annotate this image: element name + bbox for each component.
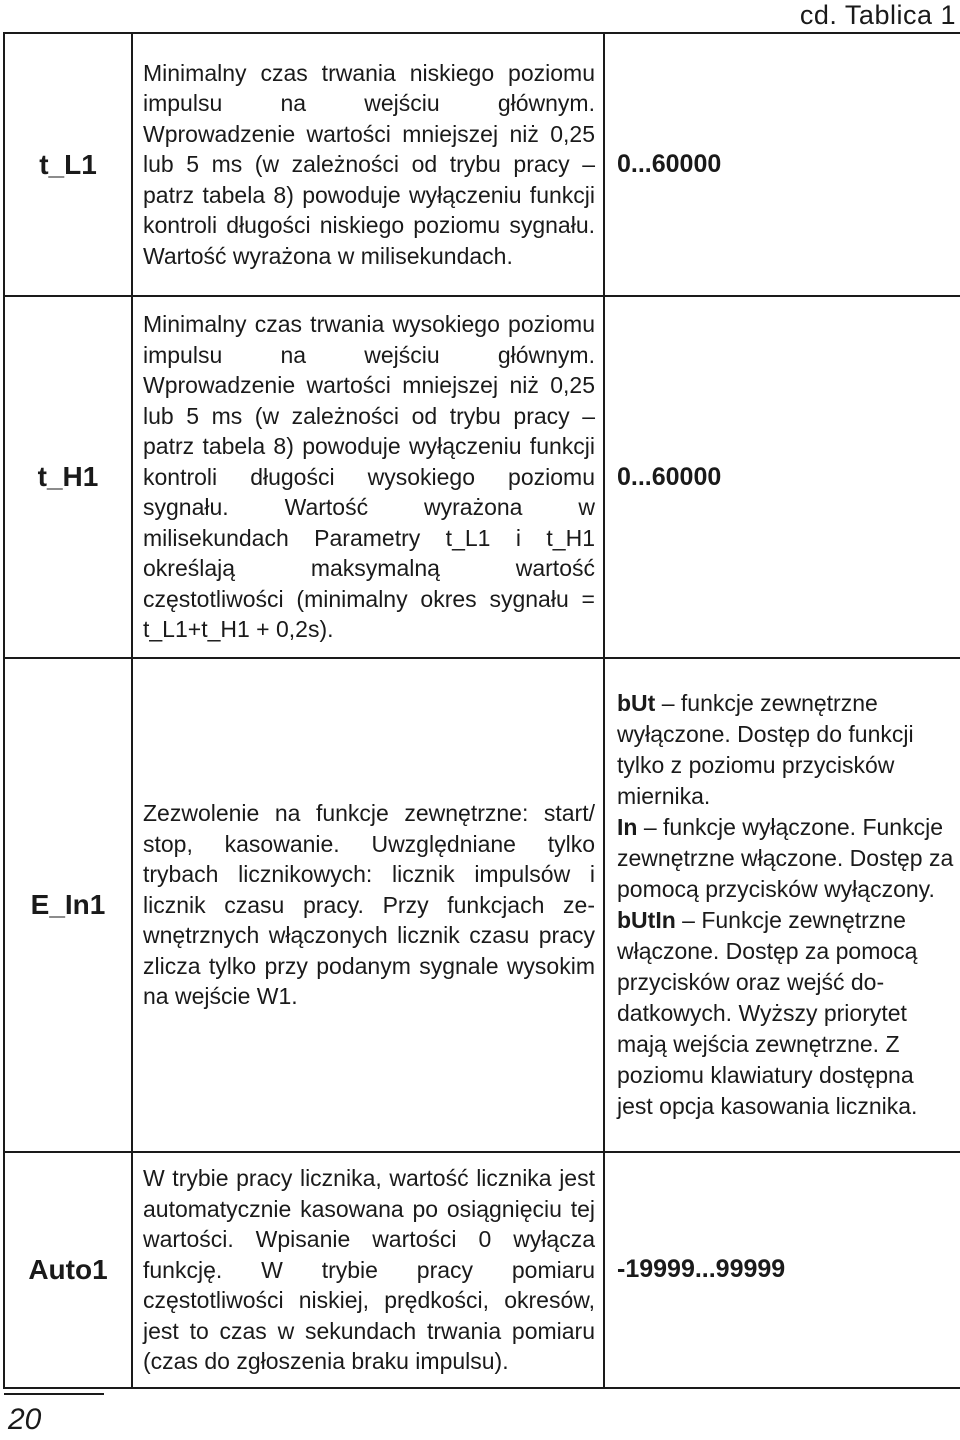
parameter-description: W trybie pracy licznika, wartość licznika jest automatycznie kasowana po osiągnięciu tej wartości. Wpisanie wartości 0 wyłącza funkcję. W trybie pracy pomiaru częstotliwości niskiej, prędkości, okresów, jest to czas w sekundach trwania pomiaru (czas do zgłoszenia braku impulsu). [132,1152,604,1388]
parameter-name: t_L1 [4,33,132,296]
parameter-description: Minimalny czas trwania wysokiego poziomu impulsu na wejściu głównym. Wprowadzenie wartości mniejszej niż 0,25 lub 5 ms (w zależności od trybu pracy – patrz tabela 8) powoduje wyłączeniu funkcji kontroli długości wysokiego poziomu sygnału. Wartość wyrażona w milisekundach Parametry t_L1 i t_H1 określają maksymalną wartość częstotliwości (minimalny okres sygnału = t_L1+t_H1 + 0,2s). [132,296,604,658]
option-butin [617,905,954,1122]
page-number: 20 [8,1403,42,1436]
parameter-name: E_In1 [4,658,132,1152]
parameter-options-cell [604,658,960,1152]
parameter-range: 0...60000 [617,462,722,491]
option-but [617,688,954,812]
table-row [4,658,960,1152]
parameter-range-cell [604,1152,960,1388]
table-caption: cd. Tablica 1 [799,0,956,30]
option-key: bUt [617,690,656,716]
parameter-table [3,32,960,1389]
parameter-name: t_H1 [4,296,132,658]
option-text: – funkcje zewnętrzne wyłączone. Dostęp do funkcji tylko z poziomu przycisków miernika. [617,690,914,809]
footer-rule [4,1393,104,1395]
option-text: – Funkcje zewnętrzne włączone. Dostęp za pomocą przycisków oraz wejść dodatkowych. Wyższy priorytet mają wejścia zewnętrzne. Z poziomu klawiatury dostępna jest opcja kasowania licznika. [617,907,918,1119]
parameter-description: Minimalny czas trwania niskiego poziomu impulsu na wejściu głównym. Wprowadzenie wartości mniejszej niż 0,25 lub 5 ms (w zależności od trybu pracy – patrz tabela 8) powoduje wyłączeniu funkcji kontroli długości niskiego poziomu sygnału. Wartość wyrażona w milisekundach. [132,33,604,296]
table-row [4,296,960,658]
option-in [617,812,954,905]
parameter-range-cell [604,296,960,658]
parameter-range: -19999...99999 [617,1255,786,1284]
parameter-name: Auto1 [4,1152,132,1388]
table-row [4,1152,960,1388]
parameter-range: 0...60000 [617,150,722,178]
parameter-range-cell [604,33,960,296]
table-row [4,33,960,296]
option-text: – funkcje wyłączone. Funkcje zewnętrzne włączone. Dostęp za pomocą przycisków wyłączony. [617,814,954,902]
option-key: bUtIn [617,907,676,933]
option-key: In [617,814,638,840]
parameter-description: Zezwolenie na funkcje zewnętrzne: start/ stop, kasowanie. Uwzględniane tylko trybach licznikowych: licznik impulsów i licznik czasu pracy. Przy funkcjach zewnętrznych włączonych licznik czasu pracy zlicza tylko przy podanym sygnale wysokim na wejście W1. [132,658,604,1152]
